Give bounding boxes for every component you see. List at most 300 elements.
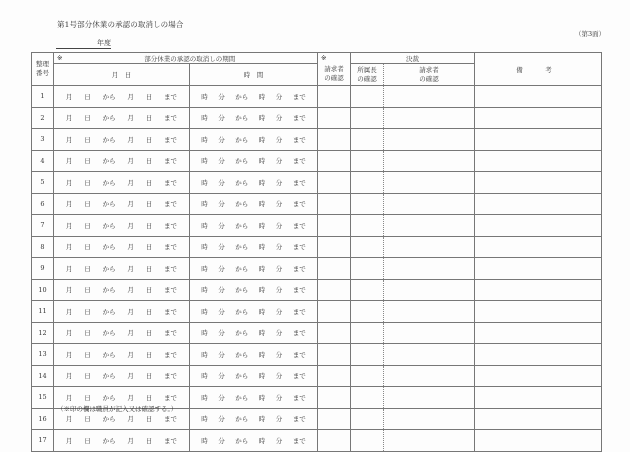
until-label: まで	[292, 114, 306, 123]
minute-from: 分	[218, 178, 225, 187]
hour-from: 時	[201, 157, 208, 166]
from-label: から	[102, 329, 116, 338]
remarks-cell[interactable]	[475, 193, 602, 215]
until-label: まで	[292, 393, 306, 402]
day-from: 日	[84, 135, 91, 144]
table-row	[32, 86, 602, 108]
manager-check-cell[interactable]	[351, 172, 384, 194]
month-from: 月	[65, 92, 73, 101]
remarks-cell[interactable]	[475, 236, 602, 258]
until-label: まで	[164, 243, 178, 252]
month-to: 月	[127, 393, 134, 402]
requester-check-cell[interactable]	[384, 387, 475, 409]
until-label: まで	[292, 135, 306, 144]
manager-check-cell[interactable]	[351, 236, 384, 258]
until-label: まで	[292, 243, 306, 252]
hour-to: 時	[258, 264, 266, 273]
form-title: 第1号部分休業の承認の取消しの場合	[57, 20, 184, 29]
hour-to: 時	[258, 221, 266, 230]
day-to: 日	[145, 264, 153, 273]
month-to: 月	[127, 286, 134, 295]
until-label: まで	[292, 200, 306, 209]
date-range-cell[interactable]	[54, 172, 190, 194]
remarks-cell[interactable]	[475, 150, 602, 172]
day-to: 日	[145, 221, 153, 230]
minute-from: 分	[218, 415, 225, 424]
day-from: 日	[84, 329, 91, 338]
month-to: 月	[127, 415, 134, 424]
time-range-cell[interactable]	[190, 344, 318, 366]
from-label: から	[102, 135, 116, 144]
requester-check-cell[interactable]	[384, 172, 475, 194]
hour-to: 時	[258, 372, 266, 381]
minute-from: 分	[218, 221, 225, 230]
hour-to: 時	[258, 415, 266, 424]
requester-check-cell[interactable]	[384, 150, 475, 172]
time-range-cell[interactable]	[190, 172, 318, 194]
requester-check-cell[interactable]	[384, 193, 475, 215]
serial-number-header	[32, 53, 54, 86]
from-label: から	[235, 350, 249, 359]
day-from: 日	[84, 307, 91, 316]
date-range-cell[interactable]	[54, 215, 190, 237]
month-to: 月	[127, 114, 134, 123]
hour-to: 時	[258, 436, 266, 445]
day-to: 日	[145, 114, 153, 123]
remarks-cell[interactable]	[475, 86, 602, 108]
hour-from: 時	[201, 415, 208, 424]
applicant-check-cell[interactable]	[318, 365, 351, 387]
from-label: から	[102, 200, 116, 209]
manager-check-cell[interactable]	[351, 107, 384, 129]
hour-to: 時	[258, 114, 266, 123]
day-to: 日	[145, 307, 153, 316]
serial-number-cell: 15	[32, 387, 54, 409]
day-to: 日	[145, 200, 153, 209]
date-range-cell[interactable]	[54, 258, 190, 280]
remarks-cell[interactable]	[475, 215, 602, 237]
time-range-cell[interactable]	[190, 322, 318, 344]
manager-check-header	[351, 64, 384, 86]
from-label: から	[102, 393, 116, 402]
time-range-cell[interactable]	[190, 86, 318, 108]
manager-check-cell[interactable]	[351, 279, 384, 301]
day-from: 日	[84, 393, 91, 402]
applicant-check-cell[interactable]	[318, 129, 351, 151]
serial-number-header-line2: 番号	[36, 69, 49, 77]
minute-to: 分	[275, 114, 283, 123]
day-to: 日	[145, 436, 153, 445]
month-from: 月	[65, 114, 73, 123]
until-label: まで	[164, 178, 178, 187]
hour-from: 時	[201, 221, 208, 230]
remarks-cell[interactable]	[475, 258, 602, 280]
applicant-check-cell[interactable]	[318, 430, 351, 452]
date-range-cell[interactable]	[54, 150, 190, 172]
minute-from: 分	[218, 92, 225, 101]
from-label: から	[235, 243, 249, 252]
date-range-cell[interactable]	[54, 344, 190, 366]
from-label: から	[235, 329, 249, 338]
from-label: から	[235, 286, 249, 295]
day-to: 日	[145, 243, 153, 252]
requester-check-cell[interactable]	[384, 129, 475, 151]
until-label: まで	[292, 286, 306, 295]
applicant-check-cell[interactable]	[318, 215, 351, 237]
day-to: 日	[145, 393, 153, 402]
month-from: 月	[65, 286, 73, 295]
applicant-check-mark-header	[318, 53, 351, 64]
date-range-cell[interactable]	[54, 193, 190, 215]
month-to: 月	[127, 329, 134, 338]
minute-from: 分	[218, 114, 225, 123]
hour-from: 時	[201, 350, 208, 359]
asterisk-mark: ※	[321, 54, 327, 63]
hour-to: 時	[258, 307, 266, 316]
serial-number-cell: 8	[32, 236, 54, 258]
remarks-cell[interactable]	[475, 344, 602, 366]
until-label: まで	[164, 350, 178, 359]
serial-number-cell: 13	[32, 344, 54, 366]
hour-from: 時	[201, 243, 208, 252]
month-to: 月	[127, 436, 134, 445]
from-label: から	[235, 307, 249, 316]
until-label: まで	[164, 264, 178, 273]
month-to: 月	[127, 92, 134, 101]
from-label: から	[102, 415, 116, 424]
requester-check-cell[interactable]	[384, 279, 475, 301]
time-range-cell[interactable]	[190, 129, 318, 151]
until-label: まで	[164, 415, 178, 424]
until-label: まで	[164, 221, 178, 230]
month-to: 月	[127, 200, 134, 209]
month-from: 月	[65, 135, 73, 144]
date-range-cell[interactable]	[54, 279, 190, 301]
until-label: まで	[164, 393, 178, 402]
day-from: 日	[84, 243, 91, 252]
manager-check-cell[interactable]	[351, 387, 384, 409]
minute-from: 分	[218, 436, 225, 445]
applicant-check-cell[interactable]	[318, 172, 351, 194]
requester-check-cell[interactable]	[384, 365, 475, 387]
hour-from: 時	[201, 393, 208, 402]
minute-from: 分	[218, 157, 225, 166]
requester-check-cell[interactable]	[384, 322, 475, 344]
table-row	[32, 365, 602, 387]
applicant-check-cell[interactable]	[318, 107, 351, 129]
month-from: 月	[65, 329, 73, 338]
month-from: 月	[65, 393, 73, 402]
time-range-cell[interactable]	[190, 279, 318, 301]
day-from: 日	[84, 114, 91, 123]
cancellation-table	[31, 52, 602, 452]
minute-from: 分	[218, 286, 225, 295]
time-range-cell[interactable]	[190, 215, 318, 237]
date-range-cell[interactable]	[54, 301, 190, 323]
table-row	[32, 344, 602, 366]
hour-to: 時	[258, 92, 266, 101]
month-from: 月	[65, 178, 73, 187]
time-header: 時 間	[190, 64, 318, 86]
day-to: 日	[145, 157, 153, 166]
day-to: 日	[145, 286, 153, 295]
requester-check-cell[interactable]	[384, 344, 475, 366]
until-label: まで	[292, 415, 306, 424]
day-from: 日	[84, 178, 91, 187]
applicant-check-header	[318, 64, 351, 86]
from-label: から	[235, 200, 249, 209]
hour-from: 時	[201, 286, 208, 295]
time-range-cell[interactable]	[190, 387, 318, 409]
hour-from: 時	[201, 329, 208, 338]
manager-check-cell[interactable]	[351, 215, 384, 237]
table-row	[32, 301, 602, 323]
month-from: 月	[65, 307, 73, 316]
month-to: 月	[127, 178, 134, 187]
until-label: まで	[164, 135, 178, 144]
applicant-check-cell[interactable]	[318, 408, 351, 430]
sheet-number: （第3面）	[575, 30, 606, 38]
hour-to: 時	[258, 200, 266, 209]
month-to: 月	[127, 350, 134, 359]
requester-check-header	[384, 64, 475, 86]
date-range-cell[interactable]	[54, 365, 190, 387]
month-from: 月	[65, 157, 73, 166]
month-to: 月	[127, 307, 134, 316]
day-to: 日	[145, 178, 153, 187]
requester-check-cell[interactable]	[384, 408, 475, 430]
remarks-cell[interactable]	[475, 365, 602, 387]
date-range-cell[interactable]	[54, 322, 190, 344]
hour-to: 時	[258, 243, 266, 252]
remarks-cell[interactable]	[475, 387, 602, 409]
manager-check-cell[interactable]	[351, 258, 384, 280]
date-range-cell[interactable]	[54, 236, 190, 258]
time-range-cell[interactable]	[190, 150, 318, 172]
month-from: 月	[65, 415, 73, 424]
remarks-cell[interactable]	[475, 172, 602, 194]
applicant-check-line1: 請求者	[324, 65, 344, 74]
minute-from: 分	[218, 350, 225, 359]
from-label: から	[102, 92, 116, 101]
applicant-check-cell[interactable]	[318, 86, 351, 108]
from-label: から	[235, 178, 249, 187]
date-range-cell[interactable]	[54, 430, 190, 452]
day-to: 日	[145, 329, 153, 338]
remarks-cell[interactable]	[475, 430, 602, 452]
from-label: から	[235, 92, 249, 101]
serial-number-cell: 16	[32, 408, 54, 430]
requester-check-cell[interactable]	[384, 107, 475, 129]
requester-check-line1: 請求者	[419, 65, 439, 74]
requester-check-cell[interactable]	[384, 430, 475, 452]
manager-check-cell[interactable]	[351, 408, 384, 430]
day-from: 日	[84, 286, 91, 295]
from-label: から	[102, 178, 116, 187]
applicant-check-cell[interactable]	[318, 322, 351, 344]
until-label: まで	[292, 329, 306, 338]
hour-to: 時	[258, 135, 266, 144]
from-label: から	[235, 264, 249, 273]
remarks-cell[interactable]	[475, 301, 602, 323]
table-row	[32, 279, 602, 301]
minute-to: 分	[275, 135, 283, 144]
time-range-cell[interactable]	[190, 365, 318, 387]
table-row	[32, 172, 602, 194]
hour-to: 時	[258, 329, 266, 338]
until-label: まで	[164, 329, 178, 338]
month-from: 月	[65, 372, 73, 381]
hour-from: 時	[201, 178, 208, 187]
remarks-header	[475, 53, 602, 86]
until-label: まで	[164, 200, 178, 209]
applicant-check-cell[interactable]	[318, 258, 351, 280]
minute-to: 分	[275, 243, 283, 252]
serial-number-cell: 6	[32, 193, 54, 215]
hour-from: 時	[201, 436, 208, 445]
from-label: から	[102, 243, 116, 252]
day-from: 日	[84, 350, 91, 359]
applicant-check-cell[interactable]	[318, 301, 351, 323]
applicant-check-cell[interactable]	[318, 193, 351, 215]
minute-to: 分	[275, 157, 283, 166]
from-label: から	[102, 264, 116, 273]
until-label: まで	[164, 92, 178, 101]
applicant-check-cell[interactable]	[318, 150, 351, 172]
month-from: 月	[65, 200, 73, 209]
remarks-label: 備 考	[516, 65, 560, 74]
month-to: 月	[127, 157, 134, 166]
time-range-cell[interactable]	[190, 258, 318, 280]
remarks-cell[interactable]	[475, 408, 602, 430]
table-row	[32, 193, 602, 215]
from-label: から	[102, 372, 116, 381]
fiscal-year-label: 年度	[97, 39, 111, 47]
minute-from: 分	[218, 307, 225, 316]
time-range-cell[interactable]	[190, 430, 318, 452]
day-from: 日	[84, 264, 91, 273]
minute-to: 分	[275, 92, 283, 101]
day-from: 日	[84, 436, 91, 445]
manager-check-line1: 所属長	[357, 65, 377, 74]
time-range-cell[interactable]	[190, 301, 318, 323]
requester-check-cell[interactable]	[384, 301, 475, 323]
table-row	[32, 236, 602, 258]
date-range-cell[interactable]	[54, 129, 190, 151]
serial-number-cell: 9	[32, 258, 54, 280]
manager-check-cell[interactable]	[351, 193, 384, 215]
day-from: 日	[84, 92, 91, 101]
time-range-cell[interactable]	[190, 193, 318, 215]
day-from: 日	[84, 200, 91, 209]
day-from: 日	[84, 415, 91, 424]
table-row	[32, 322, 602, 344]
serial-number-header-line1: 整理	[36, 60, 49, 68]
remarks-cell[interactable]	[475, 279, 602, 301]
minute-from: 分	[218, 243, 225, 252]
manager-check-cell[interactable]	[351, 301, 384, 323]
time-range-cell[interactable]	[190, 408, 318, 430]
applicant-check-cell[interactable]	[318, 387, 351, 409]
table-row	[32, 430, 602, 452]
requester-check-cell[interactable]	[384, 86, 475, 108]
date-range-cell[interactable]	[54, 107, 190, 129]
applicant-check-cell[interactable]	[318, 236, 351, 258]
table-row	[32, 215, 602, 237]
manager-check-cell[interactable]	[351, 365, 384, 387]
hour-from: 時	[201, 200, 208, 209]
hour-to: 時	[258, 157, 266, 166]
hour-from: 時	[201, 264, 208, 273]
day-from: 日	[84, 221, 91, 230]
month-from: 月	[65, 436, 73, 445]
remarks-cell[interactable]	[475, 322, 602, 344]
manager-check-cell[interactable]	[351, 86, 384, 108]
applicant-check-cell[interactable]	[318, 344, 351, 366]
remarks-cell[interactable]	[475, 107, 602, 129]
date-range-cell[interactable]	[54, 86, 190, 108]
time-range-cell[interactable]	[190, 236, 318, 258]
table-row	[32, 150, 602, 172]
until-label: まで	[292, 307, 306, 316]
remarks-cell[interactable]	[475, 129, 602, 151]
date-header: 月 日	[54, 64, 190, 86]
minute-to: 分	[275, 415, 283, 424]
serial-number-cell: 7	[32, 215, 54, 237]
requester-check-cell[interactable]	[384, 236, 475, 258]
fiscal-year-field[interactable]	[56, 39, 111, 49]
time-range-cell[interactable]	[190, 107, 318, 129]
serial-number-cell: 2	[32, 107, 54, 129]
hour-to: 時	[258, 178, 266, 187]
requester-check-cell[interactable]	[384, 258, 475, 280]
serial-number-cell: 14	[32, 365, 54, 387]
table-row	[32, 258, 602, 280]
requester-check-cell[interactable]	[384, 215, 475, 237]
hour-to: 時	[258, 393, 266, 402]
from-label: から	[235, 135, 249, 144]
hour-to: 時	[258, 286, 266, 295]
applicant-check-line2: の確認	[324, 74, 344, 83]
manager-check-cell[interactable]	[351, 344, 384, 366]
until-label: まで	[164, 157, 178, 166]
minute-from: 分	[218, 393, 225, 402]
approval-header: 決裁	[351, 53, 475, 64]
from-label: から	[235, 114, 249, 123]
until-label: まで	[292, 350, 306, 359]
until-label: まで	[292, 157, 306, 166]
manager-check-cell[interactable]	[351, 322, 384, 344]
month-to: 月	[127, 135, 134, 144]
day-from: 日	[84, 157, 91, 166]
hour-from: 時	[201, 92, 208, 101]
manager-check-cell[interactable]	[351, 150, 384, 172]
footnote: （※印の欄は職員が記入又は確認する。）	[57, 405, 178, 413]
manager-check-cell[interactable]	[351, 430, 384, 452]
manager-check-line2: の確認	[357, 74, 377, 83]
manager-check-cell[interactable]	[351, 129, 384, 151]
until-label: まで	[292, 92, 306, 101]
minute-to: 分	[275, 350, 283, 359]
minute-from: 分	[218, 200, 225, 209]
minute-to: 分	[275, 329, 283, 338]
minute-to: 分	[275, 436, 283, 445]
until-label: まで	[164, 286, 178, 295]
until-label: まで	[292, 178, 306, 187]
from-label: から	[102, 157, 116, 166]
applicant-check-cell[interactable]	[318, 279, 351, 301]
until-label: まで	[292, 264, 306, 273]
